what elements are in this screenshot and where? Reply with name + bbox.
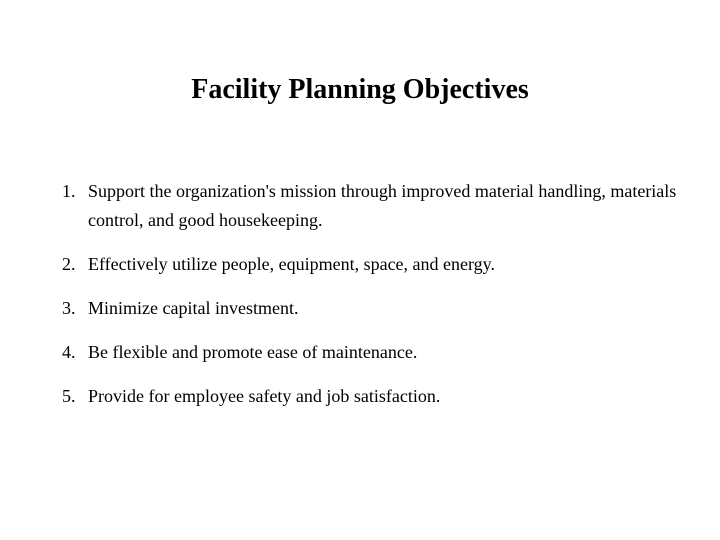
objective-number: 4. xyxy=(62,342,76,362)
slide-title: Facility Planning Objectives xyxy=(191,74,529,105)
objective-text: Minimize capital investment. xyxy=(88,298,299,318)
objective-item xyxy=(62,382,682,411)
objective-text: Be flexible and promote ease of maintenance. xyxy=(88,342,418,362)
objective-item xyxy=(62,294,682,323)
objective-item xyxy=(62,177,682,235)
objective-text: Support the organization's mission through improved material handling, materials control, and good housekeeping. xyxy=(88,181,677,230)
objective-text: Effectively utilize people, equipment, space, and energy. xyxy=(88,254,496,274)
objective-item xyxy=(62,338,682,367)
objectives-list xyxy=(62,177,682,426)
objective-text: Provide for employee safety and job satisfaction. xyxy=(88,386,441,406)
objective-number: 1. xyxy=(62,181,76,201)
objective-item xyxy=(62,250,682,279)
objective-number: 3. xyxy=(62,298,76,318)
objective-number: 5. xyxy=(62,386,76,406)
objective-number: 2. xyxy=(62,254,76,274)
